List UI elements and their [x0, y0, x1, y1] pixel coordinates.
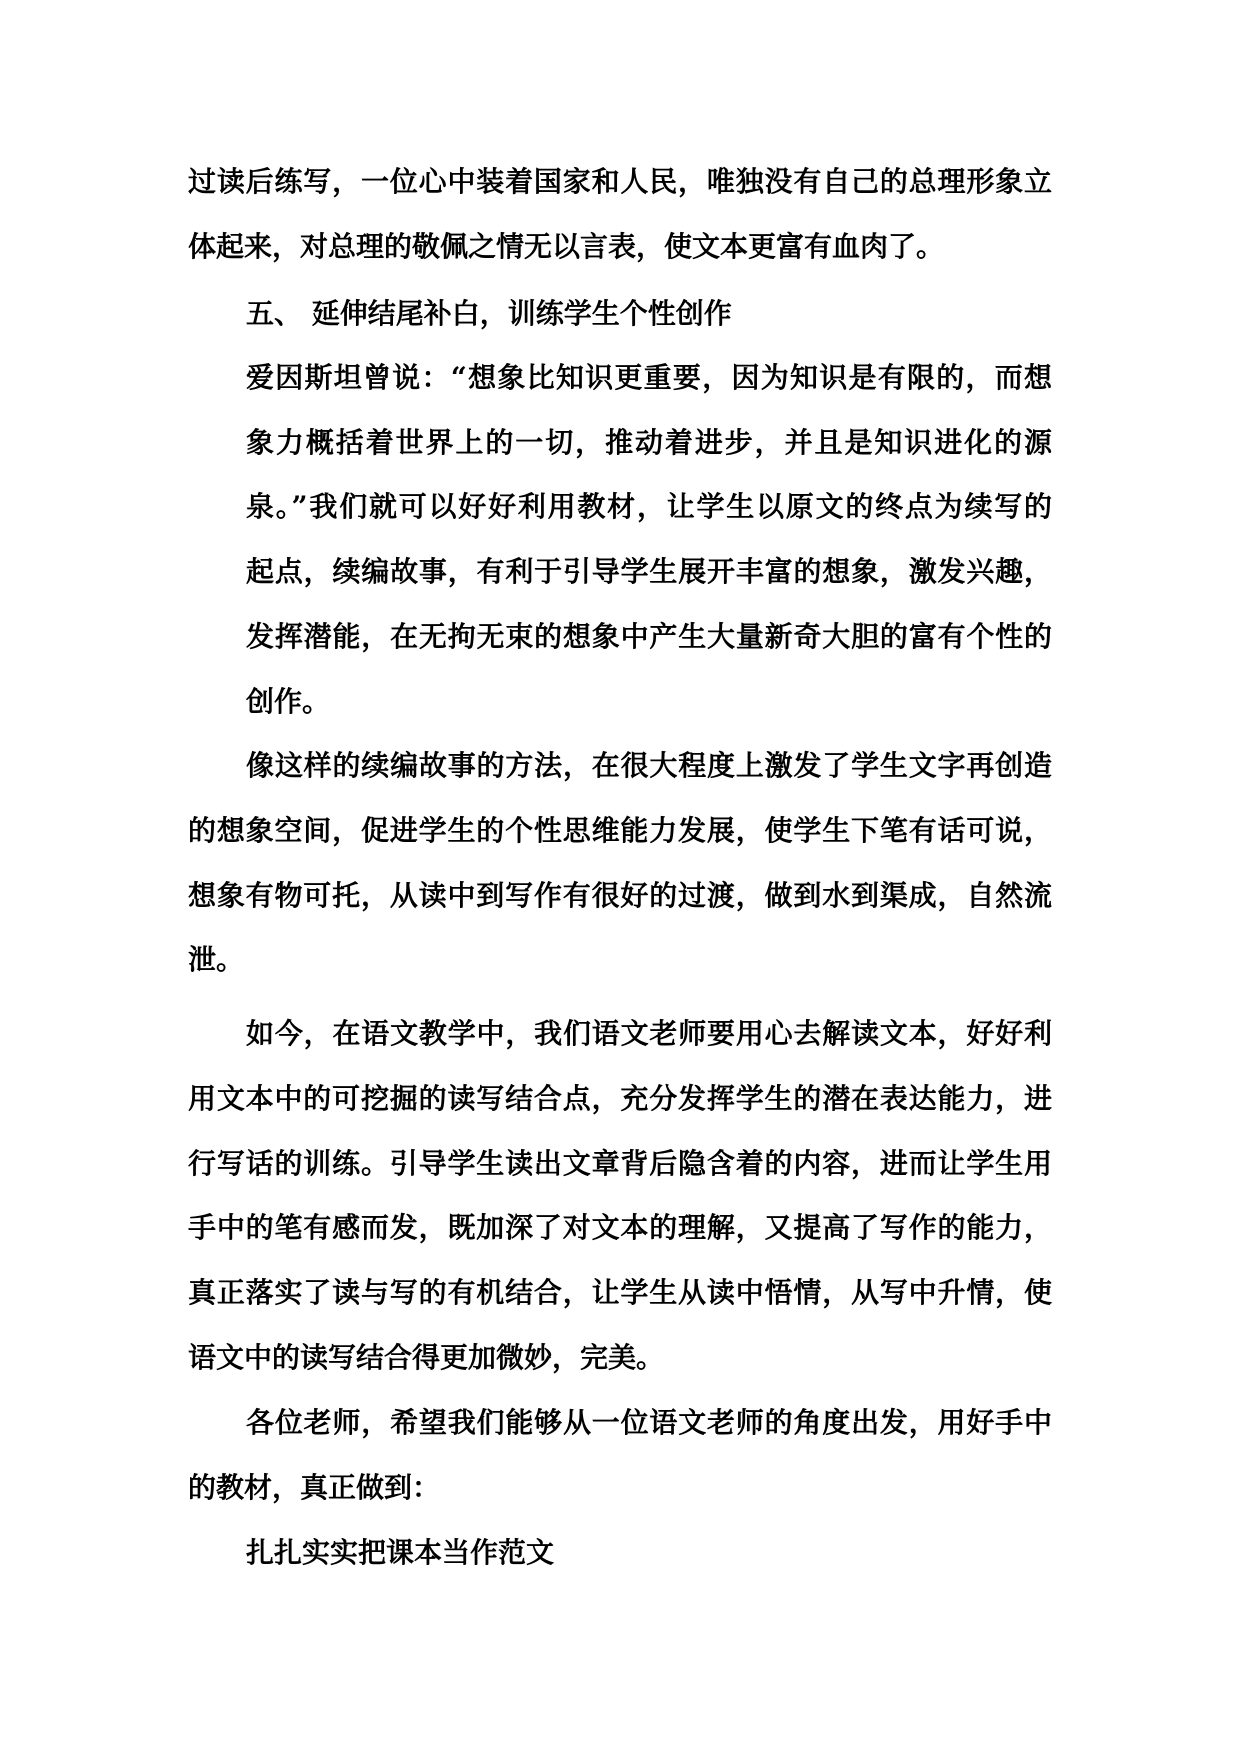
paragraph-line: 体起来，对总理的敬佩之情无以言表，使文本更富有血肉了。	[188, 230, 945, 263]
quote-line: 泉。”我们就可以好好利用教材，让学生以原文的终点为续写的	[246, 490, 1052, 523]
section-heading: 五、 延伸结尾补白，训练学生个性创作	[246, 297, 732, 330]
paragraph-line: 各位老师，希望我们能够从一位语文老师的角度出发，用好手中	[246, 1406, 1052, 1439]
paragraph-line: 语文中的读写结合得更加微妙，完美。	[188, 1341, 665, 1374]
paragraph-line: 过读后练写，一位心中装着国家和人民，唯独没有自己的总理形象立	[188, 165, 1052, 198]
paragraph-line: 泄。	[188, 943, 245, 976]
paragraph-line: 行写话的训练。引导学生读出文章背后隐含着的内容，进而让学生用	[188, 1147, 1052, 1180]
paragraph-line: 如今，在语文教学中，我们语文老师要用心去解读文本，好好利	[246, 1017, 1052, 1050]
quote-line: 发挥潜能，在无拘无束的想象中产生大量新奇大胆的富有个性的	[246, 620, 1052, 653]
paragraph-line: 想象有物可托，从读中到写作有很好的过渡，做到水到渠成，自然流	[188, 879, 1052, 912]
paragraph-line: 扎扎实实把课本当作范文	[246, 1536, 555, 1569]
paragraph-line: 真正落实了读与写的有机结合，让学生从读中悟情，从写中升情，使	[188, 1276, 1052, 1309]
quote-line: 起点，续编故事，有利于引导学生展开丰富的想象，激发兴趣，	[246, 555, 1052, 588]
paragraph-line: 用文本中的可挖掘的读写结合点，充分发挥学生的潜在表达能力，进	[188, 1082, 1052, 1115]
paragraph-line: 像这样的续编故事的方法，在很大程度上激发了学生文字再创造	[246, 749, 1052, 782]
quote-line: 爱因斯坦曾说：“想象比知识更重要，因为知识是有限的，而想	[246, 361, 1052, 394]
paragraph-line: 的教材，真正做到：	[188, 1471, 441, 1504]
quote-line: 创作。	[246, 685, 331, 718]
quote-line: 象力概括着世界上的一切，推动着进步，并且是知识进化的源	[246, 426, 1052, 459]
paragraph-line: 的想象空间，促进学生的个性思维能力发展，使学生下笔有话可说，	[188, 814, 1052, 847]
paragraph-line: 手中的笔有感而发，既加深了对文本的理解，又提高了写作的能力，	[188, 1211, 1052, 1244]
